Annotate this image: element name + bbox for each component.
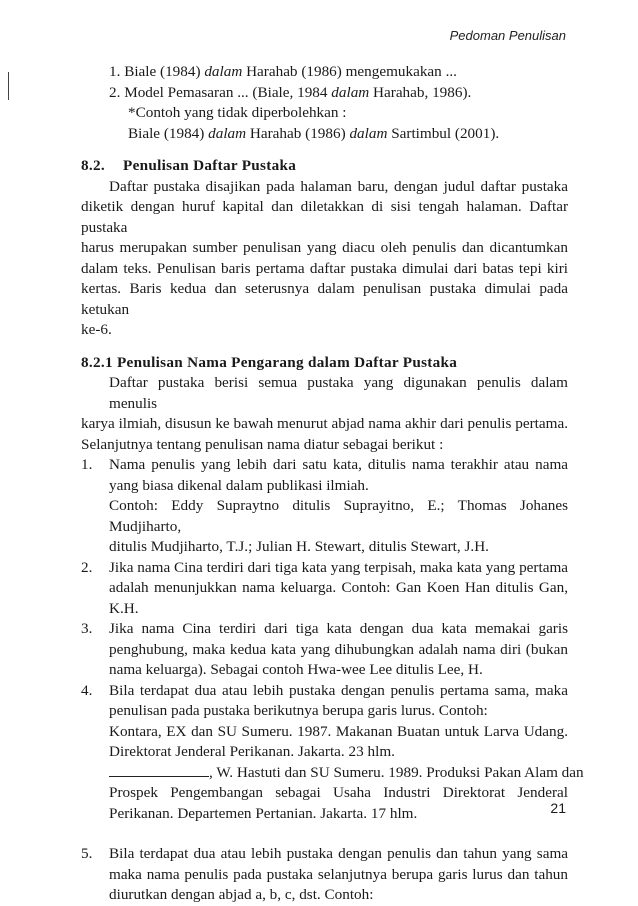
list-item-line: nama keluarga). Sebagai contoh Hwa-wee Lee ditulis Lee, H. xyxy=(109,661,483,678)
paragraph-line: kertas. Baris kedua dan seterusnya dalam penulisan pustaka dimulai pada ketukan xyxy=(81,280,568,318)
paragraph-line: Selanjutnya tentang penulisan nama diatur sebagai berikut : xyxy=(81,435,444,453)
paragraph-line: Daftar pustaka disajikan pada halaman baru, dengan judul daftar pustaka xyxy=(109,177,568,195)
reference-line: Direktorat Jenderal Perikanan. Jakarta. 23 hlm. xyxy=(109,743,395,760)
paragraph-line: ke-6. xyxy=(81,321,112,338)
list-item-line: penulisan pada pustaka berikutnya berupa garis lurus. Contoh: xyxy=(109,702,488,719)
list-item-line: ditulis Mudjiharto, T.J.; Julian H. Stewart, ditulis Stewart, J.H. xyxy=(109,538,489,555)
repeat-author-line xyxy=(109,764,209,777)
list-item-line: diurutkan dengan abjad a, b, c, dst. Contoh: xyxy=(109,886,374,903)
reference-line: Kontara, EX dan SU Sumeru. 1987. Makanan Buatan untuk Larva Udang. xyxy=(109,722,568,740)
margin-scan-mark xyxy=(8,72,9,100)
list-item: 4. Bila terdapat dua atau lebih pustaka dengan penulis pertama sama, maka penulisan pada pustaka berikutnya berupa garis lurus. Contoh: Kontara, EX dan SU Sumeru. 1987. Makanan Buatan untuk Larva Udang. Direktorat Jenderal Perikanan. Jakarta. 23 hlm. , W. Hastuti dan SU Sumeru. 1989. Produksi Pakan Alam dan Prospek Pengembangan sebagai Usaha Industri Direktorat Jenderal Perikanan. Departemen Pertanian. Jakarta. 17 hlm. xyxy=(81,681,568,825)
list-item: 1. Nama penulis yang lebih dari satu kata, ditulis nama terakhir atau nama yang biasa dikenal dalam publikasi ilmiah. Contoh: Eddy Supraytno ditulis Suprayitno, E.; Thomas Johanes Mudjiharto, ditulis Mudjiharto, T.J.; Julian H. Stewart, ditulis Stewart, J.H. xyxy=(81,455,568,558)
list-item-line: Bila terdapat dua atau lebih pustaka dengan penulis dan tahun yang sama xyxy=(109,845,568,862)
list-item: 5. Bila terdapat dua atau lebih pustaka dengan penulis dan tahun yang sama maka nama penulis pada pustaka selanjutnya berupa garis lurus dan tahun diurutkan dengan abjad a, b, c, dst. Contoh: xyxy=(81,844,568,906)
running-header: Pedoman Penulisan xyxy=(449,28,566,43)
paragraph-line: dalam teks. Penulisan baris pertama daftar pustaka dimulai dari batas tepi kiri xyxy=(81,259,568,277)
list-item: 3. Jika nama Cina terdiri dari tiga kata dengan dua kata memakai garis penghubung, maka kedua kata yang dihubungkan adalah nama diri (bukan nama keluarga). Sebagai contoh Hwa-wee Lee ditulis Lee, H. xyxy=(81,619,568,681)
citation-not-allowed-label: *Contoh yang tidak diperbolehkan : xyxy=(128,104,347,121)
paragraph-line: karya ilmiah, disusun ke bawah menurut abjad nama akhir dari penulis pertama. xyxy=(81,415,568,432)
list-item-line: Jika nama Cina terdiri dari tiga kata dengan dua kata memakai garis xyxy=(109,620,568,637)
citation-example-1: 1. Biale (1984) dalam Harahab (1986) mengemukakan ... xyxy=(109,63,457,80)
list-item: 2. Jika nama Cina terdiri dari tiga kata yang terpisah, maka kata yang pertama adalah menunjukkan nama keluarga. Contoh: Gan Koen Han ditulis Gan, K.H. xyxy=(81,558,568,620)
list-item-line: K.H. xyxy=(109,599,139,617)
paragraph-line: diketik dengan huruf kapital dan diletakkan di sisi tengah halaman. Daftar pustaka xyxy=(81,198,568,236)
citation-example-3: Biale (1984) dalam Harahab (1986) dalam Sartimbul (2001). xyxy=(128,124,500,142)
section-heading-8-2: 8.2. Penulisan Daftar Pustaka xyxy=(81,157,297,174)
list-item-line: Nama penulis yang lebih dari satu kata, ditulis nama terakhir atau nama xyxy=(109,456,568,473)
reference-line: Prospek Pengembangan sebagai Usaha Industri Direktorat Jenderal xyxy=(109,784,568,801)
reference-line: Perikanan. Departemen Pertanian. Jakarta. 17 hlm. xyxy=(109,804,418,822)
list-item-line: yang biasa dikenal dalam publikasi ilmiah. xyxy=(109,476,369,494)
list-item-line: Bila terdapat dua atau lebih pustaka dengan penulis pertama sama, maka xyxy=(109,681,568,699)
reference-line: , W. Hastuti dan SU Sumeru. 1989. Produksi Pakan Alam dan xyxy=(109,763,568,784)
list-item-line: Contoh: Eddy Supraytno ditulis Suprayitno, E.; Thomas Johanes Mudjiharto, xyxy=(109,497,568,535)
citation-example-2: 2. Model Pemasaran ... (Biale, 1984 dalam Harahab, 1986). xyxy=(109,83,472,101)
list-item-line: penghubung, maka kedua kata yang dihubungkan adalah nama diri (bukan xyxy=(109,640,568,658)
paragraph-line: Daftar pustaka berisi semua pustaka yang digunakan penulis dalam menulis xyxy=(109,374,568,412)
page-number: 21 xyxy=(550,800,566,816)
paragraph-line: harus merupakan sumber penulisan yang diacu oleh penulis dan dicantumkan xyxy=(81,239,568,256)
list-item-line: adalah menunjukkan nama keluarga. Contoh: Gan Koen Han ditulis Gan, xyxy=(109,579,568,596)
list-item-line: Jika nama Cina terdiri dari tiga kata yang terpisah, maka kata yang pertama xyxy=(109,558,568,576)
page-body xyxy=(81,62,584,906)
list-item-line: maka nama penulis pada pustaka selanjutnya berupa garis lurus dan tahun xyxy=(109,865,568,883)
section-heading-8-2-1: 8.2.1 Penulisan Nama Pengarang dalam Daftar Pustaka xyxy=(81,353,458,371)
